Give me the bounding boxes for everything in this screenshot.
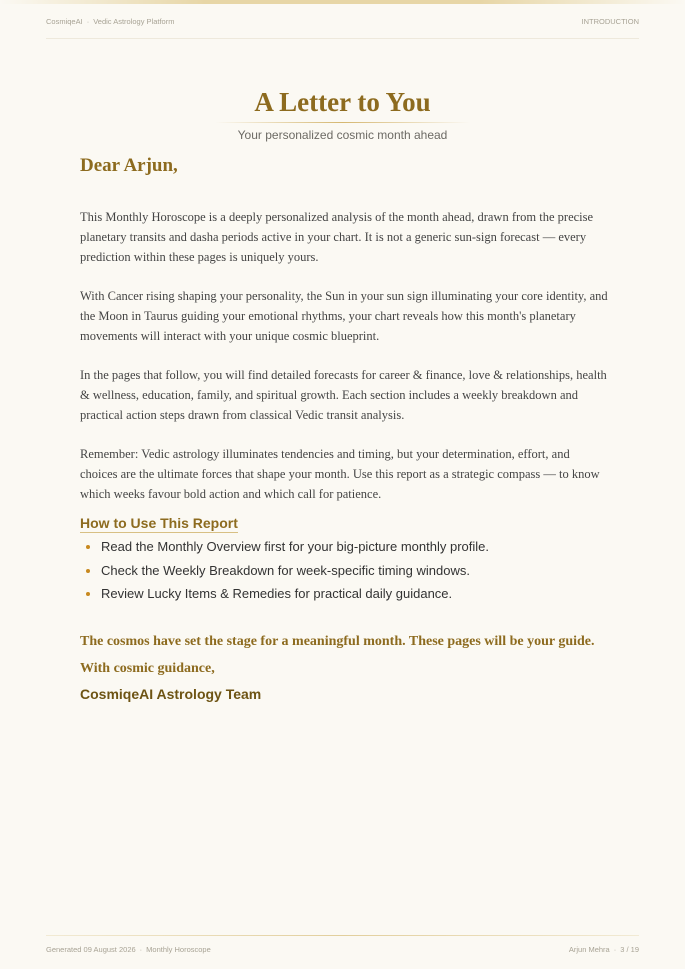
- title-divider: [215, 122, 470, 123]
- footer-name: Arjun Mehra: [568, 945, 610, 954]
- header-divider: [46, 38, 639, 39]
- bullet-icon: [86, 545, 90, 549]
- top-accent-line: [0, 0, 685, 4]
- page-title: A Letter to You: [254, 87, 431, 117]
- list-item: [84, 539, 489, 563]
- bullet-icon: [86, 569, 90, 573]
- header-left: [46, 17, 174, 26]
- header-platform: Vedic Astrology Platform: [93, 17, 175, 26]
- bullet-icon: [86, 592, 90, 596]
- reminder-paragraph: Remember: Vedic astrology illuminates tendencies and timing, but your determination, effort, and choices are the ultimate forces that shape your month. Use this report as a strategic compass — to know which weeks favour bold action and which call for patience.: [80, 447, 600, 501]
- page-number: 3 / 19: [620, 945, 639, 954]
- list-item: [84, 586, 489, 610]
- sections-paragraph: In the pages that follow, you will find detailed forecasts for career & finance, love & relationships, health & wellness, education, family, and spiritual growth. Each section includes a weekly breakdown and practical action steps drawn from classical Vedic transit analysis.: [80, 368, 607, 422]
- page-subtitle: Your personalized cosmic month ahead: [237, 128, 448, 142]
- closing-line: The cosmos have set the stage for a meaningful month. These pages will be your guide.: [80, 634, 595, 649]
- page-header: [46, 17, 639, 26]
- page-footer: [46, 945, 639, 954]
- header-section: INTRODUCTION: [581, 17, 639, 26]
- list-item-text: Read the Monthly Overview first for your big-picture monthly profile.: [101, 539, 489, 554]
- letter-greeting: Dear Arjun,: [80, 155, 178, 176]
- header-separator: ·: [86, 17, 90, 26]
- footer-separator: ·: [613, 945, 617, 954]
- list-item-text: Check the Weekly Breakdown for week-specific timing windows.: [101, 562, 470, 578]
- footer-generated: Generated 09 August 2026: [46, 945, 136, 954]
- how-to-heading: How to Use This Report: [80, 515, 238, 531]
- how-to-list: [84, 539, 489, 610]
- list-item: [84, 563, 489, 587]
- team-signature: CosmiqeAI Astrology Team: [80, 686, 262, 702]
- signoff: With cosmic guidance,: [80, 661, 215, 676]
- list-item-text: Review Lucky Items & Remedies for practical daily guidance.: [101, 586, 453, 601]
- chart-paragraph: With Cancer rising shaping your personality, the Sun in your sun sign illuminating your core identity, and the Moon in Taurus guiding your emotional rhythms, your chart reveals how this month's planetary movements will interact with your unique cosmic blueprint.: [80, 289, 608, 343]
- footer-left: [46, 945, 211, 954]
- header-brand: CosmiqeAI: [46, 17, 83, 26]
- footer-separator: ·: [139, 945, 143, 954]
- footer-report: Monthly Horoscope: [146, 945, 211, 954]
- footer-right: [569, 945, 639, 954]
- footer-divider: [46, 935, 639, 936]
- intro-paragraph: This Monthly Horoscope is a deeply personalized analysis of the month ahead, drawn from the precise planetary transits and dasha periods active in your chart. It is not a generic sun-sign forecast — every prediction within these pages is uniquely yours.: [80, 210, 594, 264]
